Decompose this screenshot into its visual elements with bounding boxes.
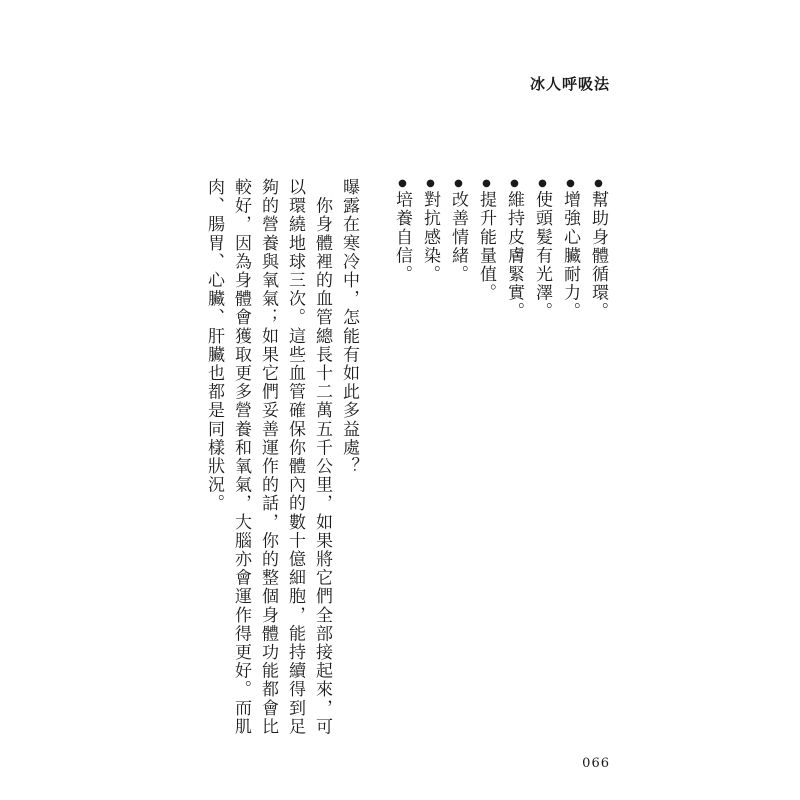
list-item: ●幫助身體循環。 [588,178,608,321]
page-number: 066 [582,756,610,771]
list-item: ●培養自信。 [392,178,412,284]
benefit-list [388,178,612,738]
list-item: ●使頭髮有光澤。 [532,178,552,321]
list-item: ●維持皮膚緊實。 [504,178,524,321]
bullet-icon: ● [425,178,436,191]
bullet-icon: ● [397,178,408,191]
list-item: ●增強心臟耐力。 [560,178,580,321]
paragraph: 你身體裡的血管總長十二萬五千公里，如果將它們全部接起來，可以環繞地球三次。這些血管確保你體內的數十億細胞，能持續得到足夠的營養與氧氣；如果它們妥善運作的話，你的整個身體功能都會比較好，因為身體會獲取更多營養和氧氣，大腦亦會運作得更好。而肌肉、腸胃、心臟、肝臟也都是同樣狀況。 [204,178,332,737]
bullet-icon: ● [565,178,576,191]
bullet-icon: ● [481,178,492,191]
running-head: 冰人呼吸法 [529,75,610,93]
bullet-icon: ● [593,178,604,191]
list-item: ●對抗感染。 [420,178,440,284]
list-item: ●提升能量值。 [476,178,496,303]
body-text [172,178,612,738]
section-heading: 曝露在寒冷中，怎能有如此多益處？ [339,178,359,476]
spacer [362,178,388,738]
bullet-icon: ● [453,178,464,191]
list-item: ●改善情緒。 [448,178,468,284]
bullet-icon: ● [537,178,548,191]
bullet-icon: ● [509,178,520,191]
